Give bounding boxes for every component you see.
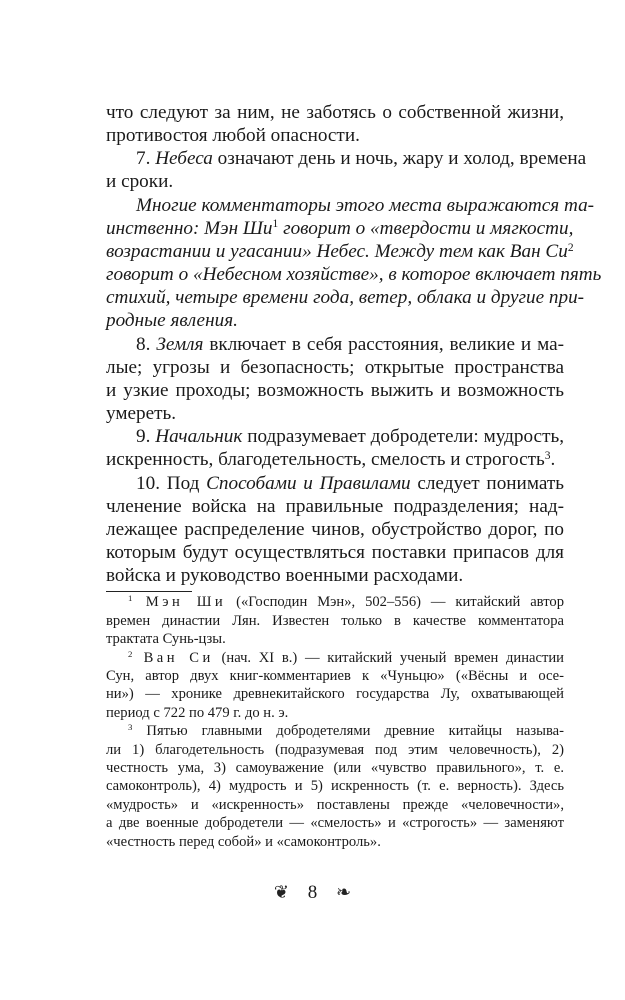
text-line xyxy=(106,240,574,263)
text-segment: («Господин Мэн», 502–556) — китайский автор xyxy=(226,594,564,611)
italic-text: стихий, четыре времени года, ветер, облака и другие при- xyxy=(106,287,585,309)
page-number: 8 xyxy=(307,882,318,903)
text-line xyxy=(106,630,564,648)
text-segment: Ван Си xyxy=(132,649,214,666)
text-segment: ни») — хронике древнекитайского государства Лу, охватывающей xyxy=(106,686,564,703)
text-line xyxy=(106,796,564,814)
text-line xyxy=(106,356,564,379)
text-line xyxy=(106,759,564,777)
footnote-marker: 3 xyxy=(544,450,551,463)
footnote-marker: 3 xyxy=(128,722,133,733)
text-line xyxy=(106,722,564,740)
text-segment: которым будут осуществляться поставки припасов для xyxy=(106,541,564,563)
text-line xyxy=(106,309,564,332)
text-segment: период с 722 по 479 г. до н. э. xyxy=(106,704,289,721)
italic-text: инственно: Мэн Ши xyxy=(106,217,273,239)
text-segment: честность ума, 3) самоуважение (или «чувство правильного», т. е. xyxy=(106,759,564,776)
text-line xyxy=(106,379,564,402)
text-segment: (нач. XI в.) — китайский ученый времен династии xyxy=(213,649,564,666)
italic-text: Небеса xyxy=(155,148,213,170)
text-line xyxy=(106,612,564,630)
italic-text: Начальник xyxy=(155,426,243,448)
text-line xyxy=(106,147,587,170)
text-line xyxy=(106,472,564,495)
text-segment: и сроки. xyxy=(106,171,174,193)
text-line xyxy=(106,741,564,759)
text-segment: что следуют за ним, не заботясь о собственной жизни, xyxy=(106,102,564,123)
italic-text: Земля xyxy=(156,333,204,355)
page-column xyxy=(106,101,602,851)
text-line xyxy=(106,541,564,564)
italic-text: говорит о «Небесном хозяйстве», в которое включает пять xyxy=(106,264,602,286)
italic-text: говорит о «твердости и мягкости, xyxy=(278,217,574,239)
text-segment: 9. xyxy=(136,426,156,448)
footnote-divider xyxy=(106,591,192,592)
ornament-fleuron-icon: ❧ xyxy=(336,882,352,902)
ornament-fleuron-icon: ❦ xyxy=(273,882,289,902)
text-line xyxy=(106,333,564,356)
text-segment: членение войска на правильные подразделения; над- xyxy=(106,495,564,517)
text-segment: трактата Сунь-цзы. xyxy=(106,631,226,648)
text-segment: и узкие проходы; возможность выжить и возможность xyxy=(106,379,564,401)
text-line xyxy=(106,518,564,541)
text-segment: ли 1) благодетельность (подразумевая под этим человечность), 2) xyxy=(106,741,564,758)
text-line xyxy=(106,704,564,722)
text-line xyxy=(106,833,564,851)
text-line xyxy=(106,448,564,471)
text-segment: Пятью главными добродетелями древние китайцы называ- xyxy=(132,723,564,740)
footnotes xyxy=(106,593,564,851)
text-segment: противостоя любой опасности. xyxy=(106,125,360,147)
text-line xyxy=(106,777,564,795)
italic-text: родные явления. xyxy=(106,310,238,332)
main-text xyxy=(106,101,602,587)
text-segment: умереть. xyxy=(106,403,177,425)
text-line xyxy=(106,649,564,667)
text-line xyxy=(106,124,564,147)
text-line xyxy=(106,170,564,193)
italic-text: Способами и Правилами xyxy=(206,472,411,494)
text-segment: «честность перед собой» и «самоконтроль». xyxy=(106,833,381,850)
text-segment: 10. Под xyxy=(136,472,207,494)
text-line xyxy=(106,402,564,425)
text-line xyxy=(106,217,574,240)
text-segment: искренность, благодетельность, смелость и строгость xyxy=(106,449,545,471)
page-footer xyxy=(0,880,625,905)
text-line xyxy=(106,263,602,286)
footnote-marker: 1 xyxy=(272,218,279,231)
text-line xyxy=(106,286,585,309)
text-segment: войска и руководство военными расходами. xyxy=(106,565,464,587)
text-segment: подразумевает добродетели: мудрость, xyxy=(242,426,564,448)
text-segment: . xyxy=(550,449,556,471)
text-segment: а две военные добродетели — «смелость» и «строгость» — заменяют xyxy=(106,815,564,832)
text-segment: 7. xyxy=(136,148,156,170)
text-segment: следует понимать xyxy=(410,472,564,494)
text-line xyxy=(106,194,595,217)
text-segment: «мудрость» и «искренность» поставлены прежде «человечности», xyxy=(106,796,564,813)
italic-text: возрастании и угасании» Небес. Между тем как Ван Си xyxy=(106,240,568,262)
text-segment: самоконтроль), 4) мудрость и 5) искренность (т. е. верность). Здесь xyxy=(106,778,564,795)
text-segment: включает в себя расстояния, великие и ма- xyxy=(203,333,564,355)
text-segment: Сун, автор двух книг-комментариев к «Чуньцю» («Вёсны и осе- xyxy=(106,667,564,684)
text-line xyxy=(106,667,564,685)
text-segment: 8. xyxy=(136,333,157,355)
footnote-marker: 2 xyxy=(567,241,574,254)
text-line xyxy=(106,593,564,611)
text-segment: Мэн Ши xyxy=(132,594,227,611)
text-line xyxy=(106,425,564,448)
text-segment: лежащее распределение чинов, обустройство дорог, по xyxy=(106,518,564,540)
text-line xyxy=(106,564,564,587)
text-segment: времен династии Лян. Известен только в качестве комментатора xyxy=(106,612,564,629)
italic-text: Многие комментаторы этого места выражаются та- xyxy=(136,194,595,216)
text-segment: лые; угрозы и безопасность; открытые пространства xyxy=(106,356,564,378)
text-line xyxy=(106,495,564,518)
footnote-marker: 1 xyxy=(128,593,133,604)
text-line xyxy=(106,685,564,703)
footnote-marker: 2 xyxy=(128,648,133,659)
text-segment: означают день и ночь, жару и холод, времена xyxy=(212,148,587,170)
text-line xyxy=(106,101,564,124)
text-line xyxy=(106,814,564,832)
